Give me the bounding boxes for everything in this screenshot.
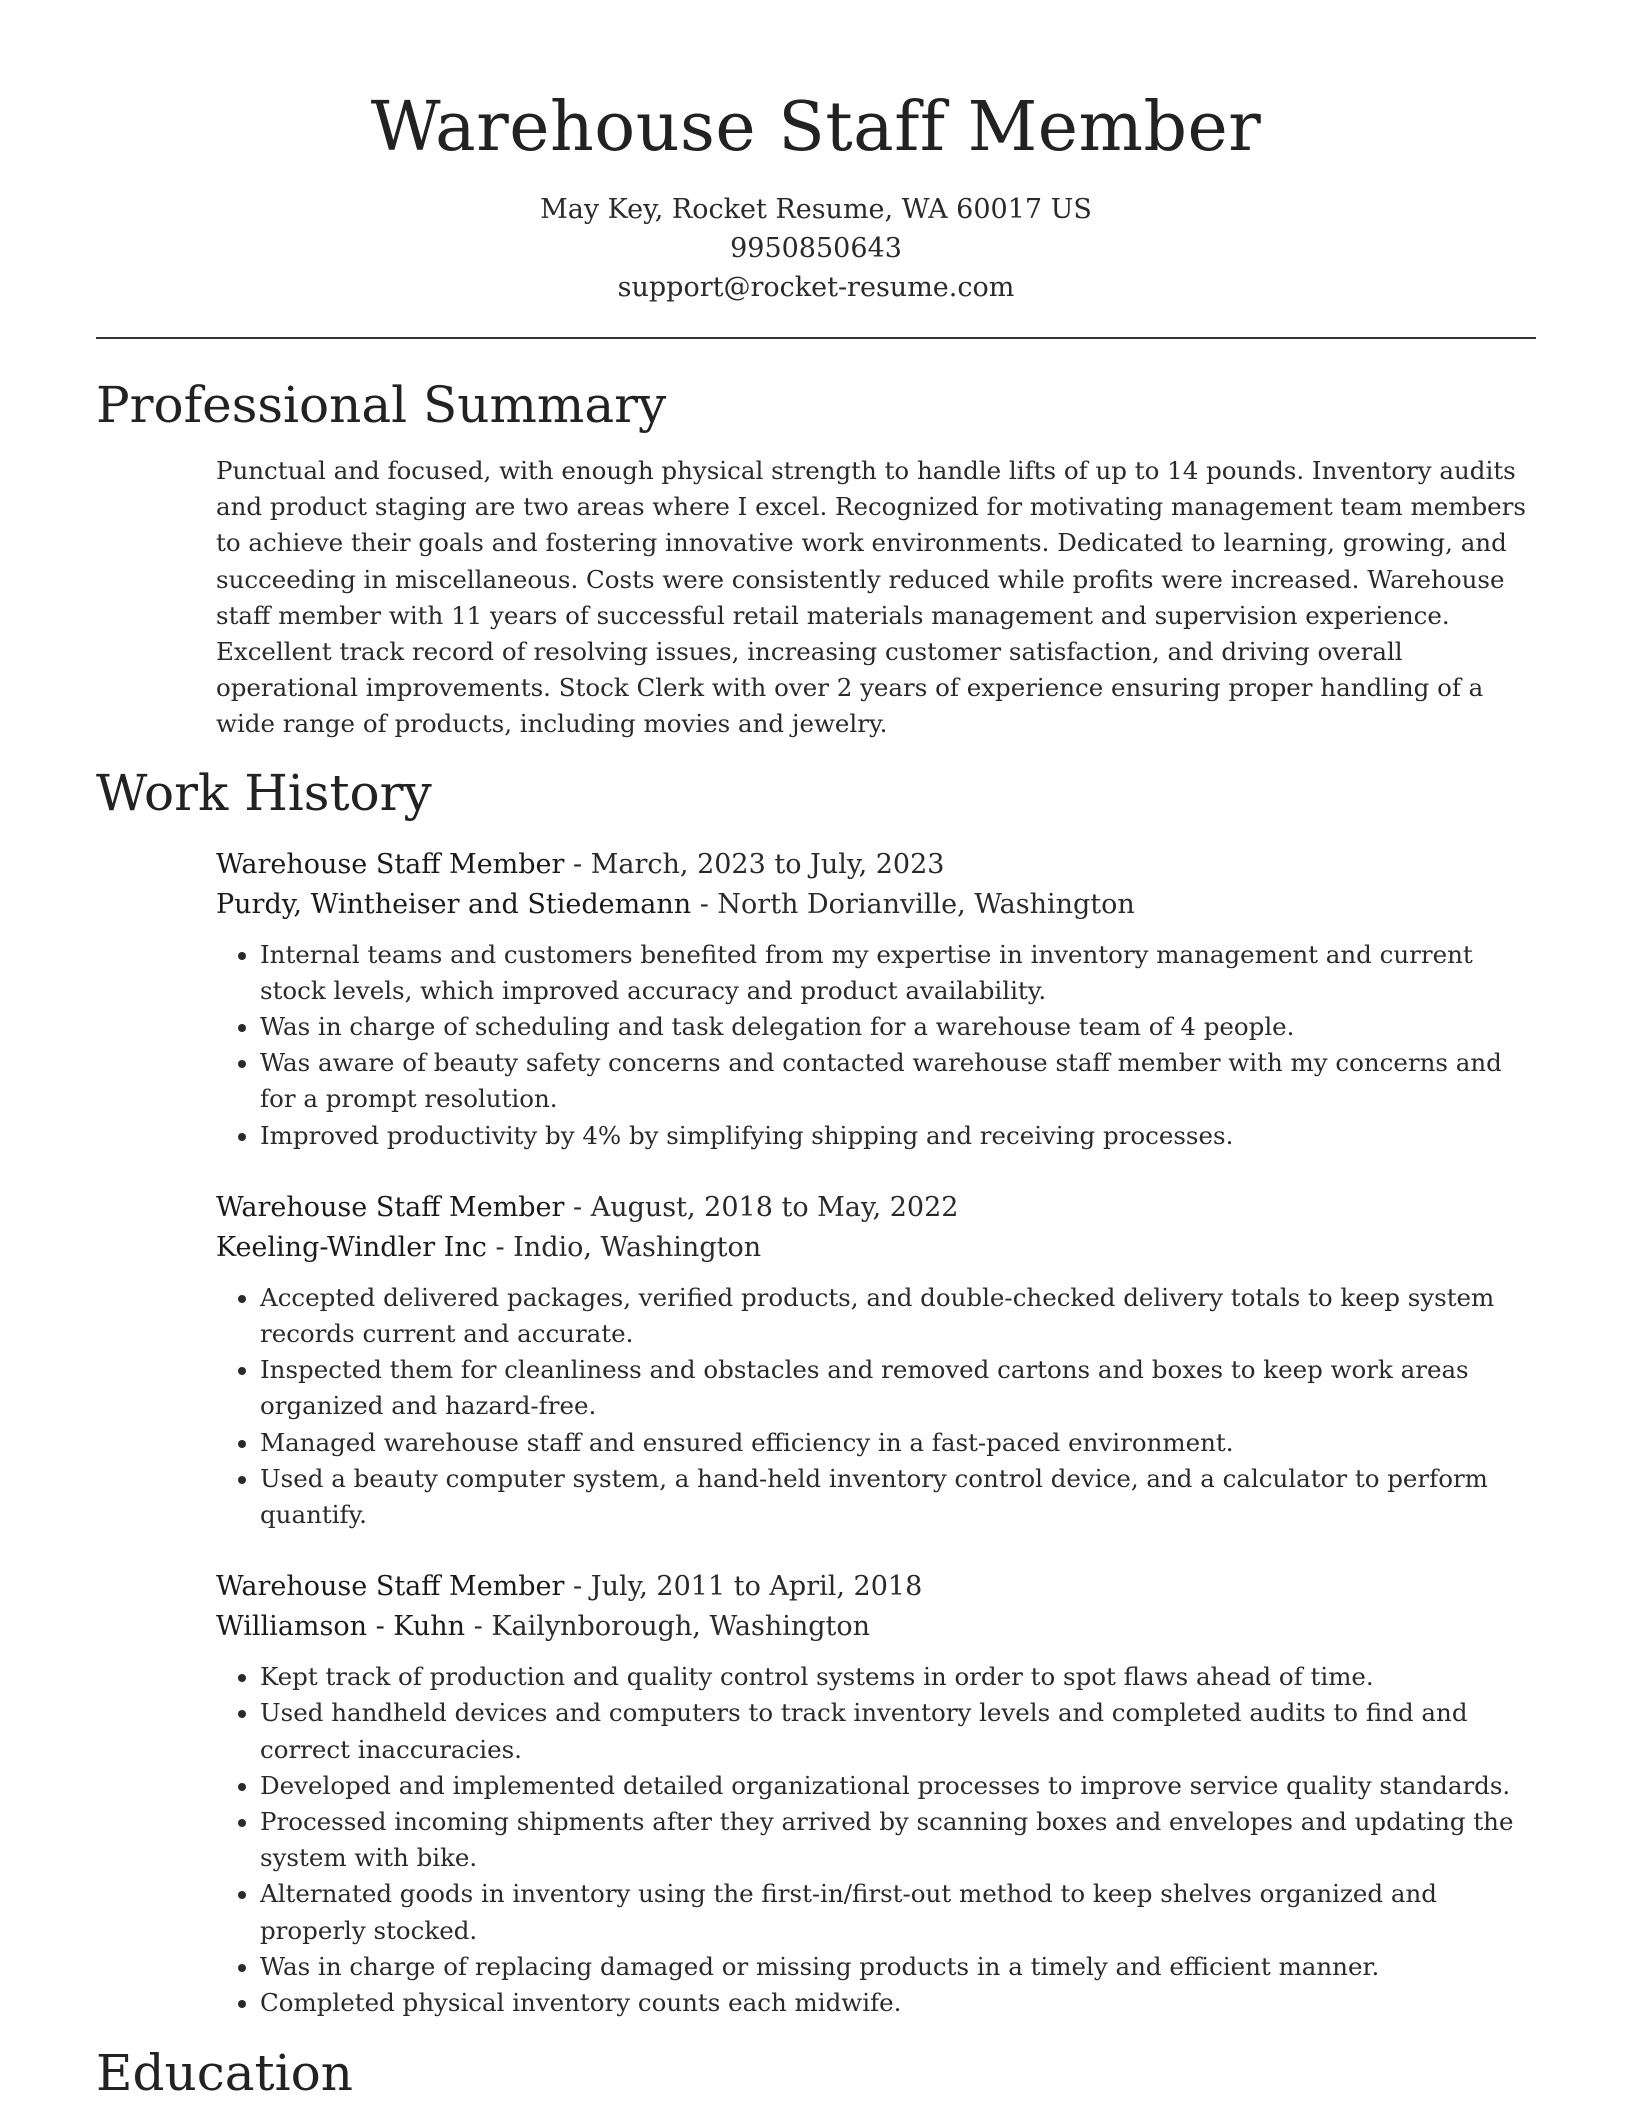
job-bullet: • Accepted delivered packages, verified products, and double-checked delivery totals to keep system records current and accurate. <box>260 1280 1536 1352</box>
job-role: Warehouse Staff Member <box>216 1191 565 1223</box>
job-location: - Kailynborough, Washington <box>465 1611 871 1643</box>
job-bullet: • Completed physical inventory counts each midwife. <box>260 1985 1536 2021</box>
job-entry <box>216 845 1536 1154</box>
job-bullet: • Processed incoming shipments after they arrived by scanning boxes and envelopes and updating the system with bike. <box>260 1804 1536 1876</box>
contact-address: May Key, Rocket Resume, WA 60017 US <box>540 194 1092 225</box>
job-bullet: • Inspected them for cleanliness and obstacles and removed cartons and boxes to keep work areas organized and hazard-free. <box>260 1352 1536 1424</box>
job-role: Warehouse Staff Member <box>216 1571 565 1603</box>
job-role-line <box>216 845 1536 885</box>
job-bullet: • Used handheld devices and computers to track inventory levels and completed audits to find and correct inaccuracies. <box>260 1695 1536 1767</box>
job-company: Williamson - Kuhn <box>216 1611 466 1643</box>
job-bullet: • Managed warehouse staff and ensured efficiency in a fast-paced environment. <box>260 1425 1536 1461</box>
summary-heading: Professional Summary <box>96 376 667 434</box>
job-bullet: • Internal teams and customers benefited from my expertise in inventory management and current stock levels, which improved accuracy and product availability. <box>260 937 1536 1009</box>
contact-block <box>96 190 1536 307</box>
job-company: Purdy, Wintheiser and Stiedemann <box>216 888 692 920</box>
job-bullet: • Was aware of beauty safety concerns and contacted warehouse staff member with my concerns and for a prompt resolution. <box>260 1045 1536 1117</box>
work-history-heading: Work History <box>96 763 432 822</box>
job-bullet: • Kept track of production and quality control systems in order to spot flaws ahead of time. <box>260 1659 1536 1695</box>
work-history-list <box>216 845 1536 2022</box>
job-role-line <box>216 1188 1536 1228</box>
resume-header <box>96 0 1536 307</box>
job-bullet: • Used a beauty computer system, a hand-held inventory control device, and a calculator to perform quantify. <box>260 1461 1536 1533</box>
resume-page <box>96 0 1536 2103</box>
job-bullet: • Developed and implemented detailed organizational processes to improve service quality standards. <box>260 1768 1536 1804</box>
job-company-line <box>216 1228 1536 1268</box>
job-bullets <box>216 937 1536 1154</box>
job-dates: - July, 2011 to April, 2018 <box>564 1571 923 1603</box>
job-dates: - August, 2018 to May, 2022 <box>564 1191 959 1223</box>
job-dates: - March, 2023 to July, 2023 <box>564 848 945 880</box>
job-bullet: • Alternated goods in inventory using the first-in/first-out method to keep shelves organized and properly stocked. <box>260 1876 1536 1948</box>
contact-email: support@rocket-resume.com <box>617 272 1015 303</box>
job-bullets <box>216 1659 1536 2021</box>
job-bullet: • Improved productivity by 4% by simplifying shipping and receiving processes. <box>260 1118 1536 1154</box>
job-role: Warehouse Staff Member <box>216 848 565 880</box>
job-entry <box>216 1188 1536 1533</box>
contact-phone: 9950850643 <box>730 233 902 264</box>
job-bullet: • Was in charge of replacing damaged or missing products in a timely and efficient manner. <box>260 1949 1536 1985</box>
summary-text: Punctual and focused, with enough physical strength to handle lifts of up to 14 pounds. Inventory audits and product staging are two areas where I excel. Recognized for motivating management team members to achieve their goals and fostering innovative work environments. Dedicated to learning, growing, and succeeding in miscellaneous. Costs were consistently reduced while profits were increased. Warehouse staff member with 11 years of successful retail materials management and supervision experience. Excellent track record of resolving issues, increasing customer satisfaction, and driving overall operational improvements. Stock Clerk with over 2 years of experience ensuring proper handling of a wide range of products, including movies and jewelry. <box>216 456 1526 739</box>
job-entry <box>216 1567 1536 2021</box>
job-company-line <box>216 885 1536 925</box>
job-company-line <box>216 1607 1536 1647</box>
job-location: - Indio, Washington <box>486 1231 762 1263</box>
job-company: Keeling-Windler Inc <box>216 1231 487 1263</box>
header-divider <box>96 337 1536 339</box>
job-location: - North Dorianville, Washington <box>691 888 1135 920</box>
job-bullet: • Was in charge of scheduling and task delegation for a warehouse team of 4 people. <box>260 1009 1536 1045</box>
job-bullets <box>216 1280 1536 1533</box>
education-heading: Education <box>96 2044 353 2103</box>
job-role-line <box>216 1567 1536 1607</box>
resume-title: Warehouse Staff Member <box>370 88 1262 167</box>
